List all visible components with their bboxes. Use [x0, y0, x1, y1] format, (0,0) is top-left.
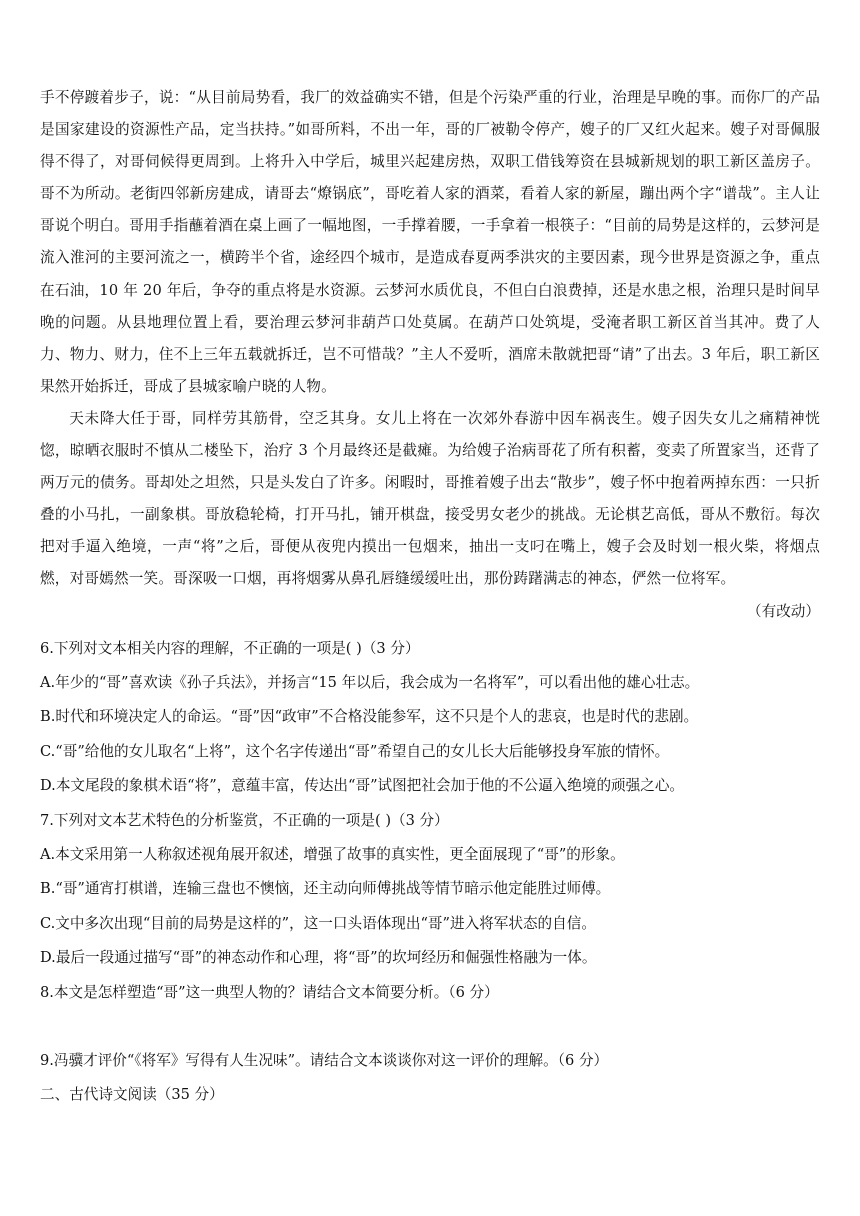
question-7-option-c: C.文中多次出现“目前的局势是这样的”，这一口头语体现出“哥”进入将军状态的自信。 [40, 914, 596, 932]
question-7-option-d: D.最后一段通过描写“哥”的神态动作和心理，将“哥”的坎坷经历和倔强性格融为一体。 [40, 949, 597, 967]
question-9: 9.冯骥才评价“《将军》写得有人生况味”。请结合文本谈谈你对这一评价的理解。（6 分） [40, 1051, 609, 1069]
question-6-option-b: B.时代和环境决定人的命运。“哥”因“政审”不合格没能参军，这不只是个人的悲哀，也是时代的悲剧。 [40, 708, 699, 726]
question-7 [40, 804, 820, 976]
question-6-option-a: A.年少的“哥”喜欢读《孙子兵法》，并扬言“15 年以后，我会成为一名将军”，可以看出他的雄心壮志。 [40, 673, 700, 691]
question-7-option-b: B.“哥”通宵打棋谱，连输三盘也不懊恼，还主动向师傅挑战等情节暗示他定能胜过师傅。 [40, 880, 611, 898]
passage-paragraph-2: 天未降大任于哥，同样劳其筋骨，空乏其身。女儿上将在一次郊外春游中因车祸丧生。嫂子因失女儿之痛精神恍惚，晾晒衣服时不慎从二楼坠下，治疗 3 个月最终还是截瘫。为给嫂子治病哥花了所有积蓄，变卖了所置家当，还背了两万元的债务。哥却处之坦然，只是头发白了许多。闲暇时，哥推着嫂子出去“散步”，嫂子怀中抱着两掉东西：一只折叠的小马扎，一副象棋。哥放稳轮椅，打开马扎，铺开棋盘，接受男女老少的挑战。无论棋艺高低，哥从不敷衍。每次把对手逼入绝境，一声“将”之后，哥便从夜兜内摸出一包烟来，抽出一支叼在嘴上，嫂子会及时划一根火柴，将烟点燃，对哥嫣然一笑。哥深吸一口烟，再将烟雾从鼻孔唇缝缓缓吐出，那份踌躇满志的神态，俨然一位将军。 [40, 409, 820, 588]
question-7-stem: 7.下列对文本艺术特色的分析鉴赏，不正确的一项是( )（3 分） [40, 811, 449, 829]
question-8: 8.本文是怎样塑造“哥”这一典型人物的？请结合文本简要分析。（6 分） [40, 983, 499, 1001]
question-6-option-d: D.本文尾段的象棋术语“将”，意蕴丰富，传达出“哥”试图把社会加于他的不公逼入绝境的顽强之心。 [40, 777, 685, 795]
question-6-stem: 6.下列对文本相关内容的理解，不正确的一项是( )（3 分） [40, 639, 420, 657]
question-6-option-c: C.“哥”给他的女儿取名“上将”，这个名字传递出“哥”希望自己的女儿长大后能够投身军旅的情怀。 [40, 742, 670, 760]
question-7-option-a: A.本文采用第一人称叙述视角展开叙述，增强了故事的真实性，更全面展现了“哥”的形象。 [40, 845, 625, 863]
section-heading: 二、古代诗文阅读（35 分） [40, 1086, 224, 1104]
source-note: （有改动） [747, 602, 820, 620]
passage-paragraph-1: 手不停踱着步子，说：“从目前局势看，我厂的效益确实不错，但是个污染严重的行业，治理是早晚的事。而你厂的产品是国家建设的资源性产品，定当扶持。”如哥所料，不出一年，哥的厂被勒令停产，嫂子的厂又红火起来。嫂子对哥佩服得不得了，对哥伺候得更周到。上将升入中学后，城里兴起建房热，双职工借钱筹资在县城新规划的职工新区盖房子。哥不为所动。老街四邻新房建成，请哥去“燎锅底”，哥吃着人家的酒菜，看着人家的新屋，蹦出两个字“谱哉”。主人让哥说个明白。哥用手指蘸着酒在桌上画了一幅地图，一手撑着腰，一手拿着一根筷子：“目前的局势是这样的，云梦河是流入淮河的主要河流之一，横跨半个省，途经四个城市，是造成春夏两季洪灾的主要因素，现今世界是资源之争，重点在石油，10 年 20 年后，争夺的重点将是水资源。云梦河水质优良，不但白白浪费掉，还是水患之根，治理只是时间早晚的问题。从县地理位置上看，要治理云梦河非葫芦口处莫属。在葫芦口处筑堤，受淹者职工新区首当其冲。费了人力、物力、财力，住不上三年五载就拆迁，岂不可惜哉？”主人不爱听，酒席未散就把哥“请”了出去。3 年后，职工新区果然开始拆迁，哥成了县城家喻户晓的人物。 [40, 89, 820, 395]
document-page [40, 82, 820, 1113]
question-6 [40, 632, 820, 804]
answer-space [40, 1010, 820, 1044]
